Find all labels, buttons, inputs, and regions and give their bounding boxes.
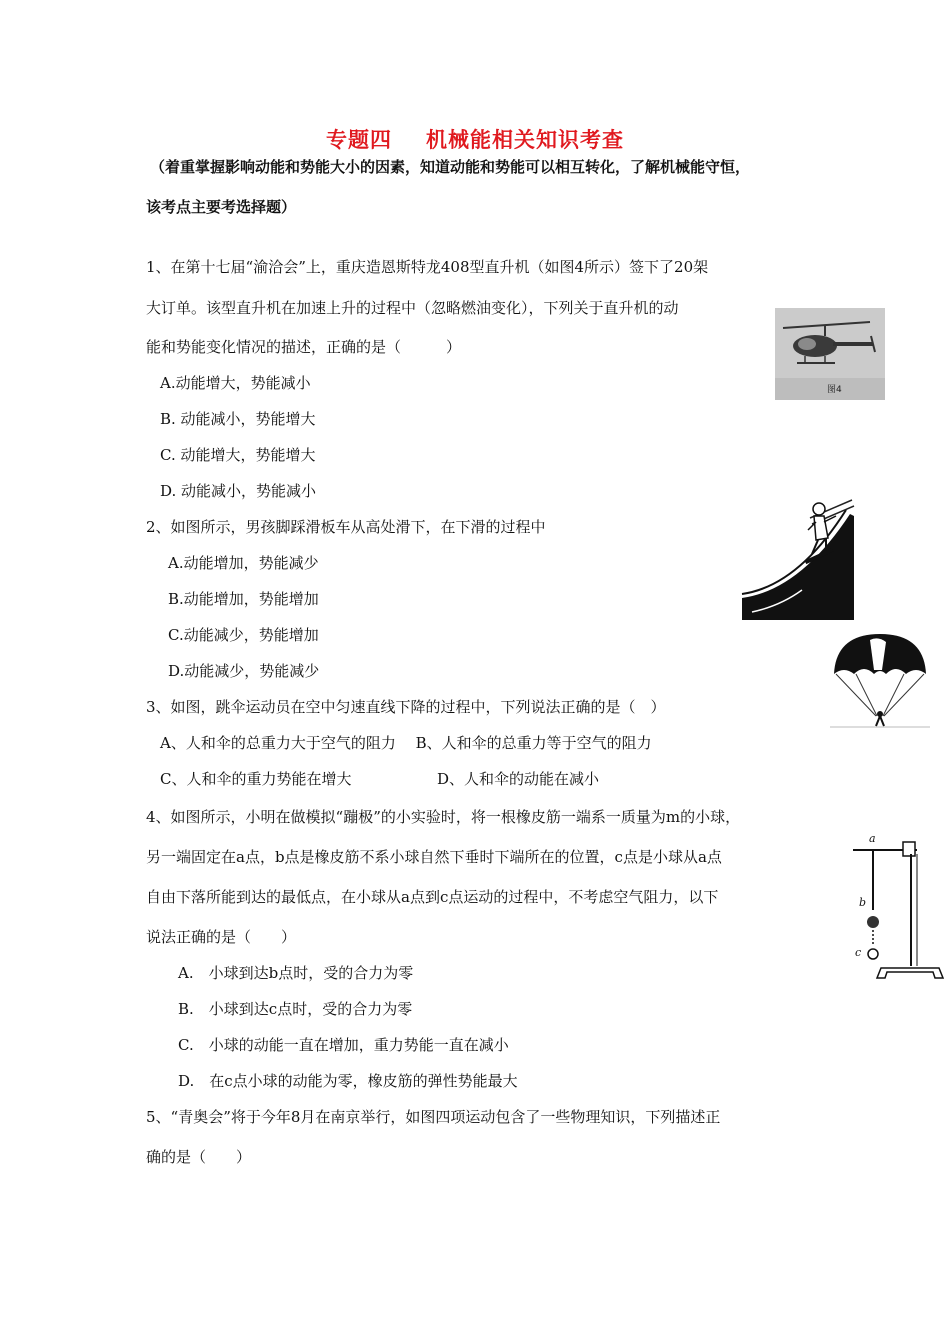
figure4-caption: 图4 [827, 385, 842, 395]
label-b: b [859, 896, 867, 909]
subtitle-line2: 该考点主要考选择题） [146, 198, 297, 216]
q2-option-c: C.动能减少，势能增加 [168, 626, 319, 644]
q4-line4: 说法正确的是（ ） [146, 928, 297, 946]
q4-option-c: C. 小球的动能一直在增加，重力势能一直在减小 [178, 1036, 509, 1054]
q1-option-d: D. 动能减小，势能减小 [160, 482, 317, 500]
q4-line3: 自由下落所能到达的最低点，在小球从a点到c点运动的过程中，不考虑空气阻力，以下 [146, 888, 719, 906]
q3-stem: 3、如图，跳伞运动员在空中匀速直线下降的过程中，下列说法正确的是（ ） [146, 698, 666, 716]
parachute-figure [830, 630, 930, 728]
q4-line2: 另一端固定在a点，b点是橡皮筋不系小球自然下垂时下端所在的位置，c点是小球从a点 [146, 848, 722, 866]
q1-line1: 1、在第十七届“渝洽会”上，重庆造恩斯特龙408型直升机（如图4所示）签下了20架 [146, 258, 709, 276]
skateboard-slope-figure [740, 494, 858, 622]
subtitle-line1: （着重掌握影响动能和势能大小的因素，知道动能和势能可以相互转化，了解机械能守恒， [150, 158, 751, 176]
q1-option-a: A.动能增大，势能减小 [160, 374, 311, 392]
q1-option-b: B. 动能减小，势能增大 [160, 410, 316, 428]
q3-option-c: C、人和伞的重力势能在增大 [160, 770, 352, 788]
q2-option-d: D.动能减少，势能减少 [168, 662, 320, 680]
title-part1: 专题四 [326, 128, 392, 152]
q2-option-b: B.动能增加，势能增加 [168, 590, 319, 608]
title-part2: 机械能相关知识考查 [426, 128, 624, 152]
bungee-apparatus-figure [845, 832, 945, 984]
q5-line2: 确的是（ ） [146, 1148, 252, 1166]
q4-line1: 4、如图所示，小明在做模拟“蹦极”的小实验时，将一根橡皮筋一端系一质量为m的小球， [146, 808, 741, 826]
q1-option-c: C. 动能增大，势能增大 [160, 446, 316, 464]
q4-option-d: D. 在c点小球的动能为零，橡皮筋的弹性势能最大 [178, 1072, 518, 1090]
q2-stem: 2、如图所示，男孩脚踩滑板车从高处滑下，在下滑的过程中 [146, 518, 546, 536]
page-title [0, 124, 950, 154]
q4-option-a: A. 小球到达b点时，受的合力为零 [178, 964, 414, 982]
q1-line2: 大订单。该型直升机在加速上升的过程中（忽略燃油变化），下列关于直升机的动 [146, 299, 679, 317]
q3-option-d: D、人和伞的动能在减小 [437, 770, 600, 788]
label-a: a [869, 832, 876, 845]
q5-line1: 5、“青奥会”将于今年8月在南京举行，如图四项运动包含了一些物理知识，下列描述正 [146, 1108, 721, 1126]
parachute-image [830, 630, 930, 728]
q4-option-b: B. 小球到达c点时，受的合力为零 [178, 1000, 413, 1018]
q1-line3: 能和势能变化情况的描述，正确的是（ ） [146, 338, 462, 356]
q3-row1: A、人和伞的总重力大于空气的阻力 B、人和伞的总重力等于空气的阻力 [160, 734, 652, 752]
skateboard-slope-image [740, 494, 858, 622]
q2-option-a: A.动能增加，势能减少 [168, 554, 319, 572]
helicopter-figure [775, 308, 885, 400]
label-c: c [855, 946, 862, 959]
